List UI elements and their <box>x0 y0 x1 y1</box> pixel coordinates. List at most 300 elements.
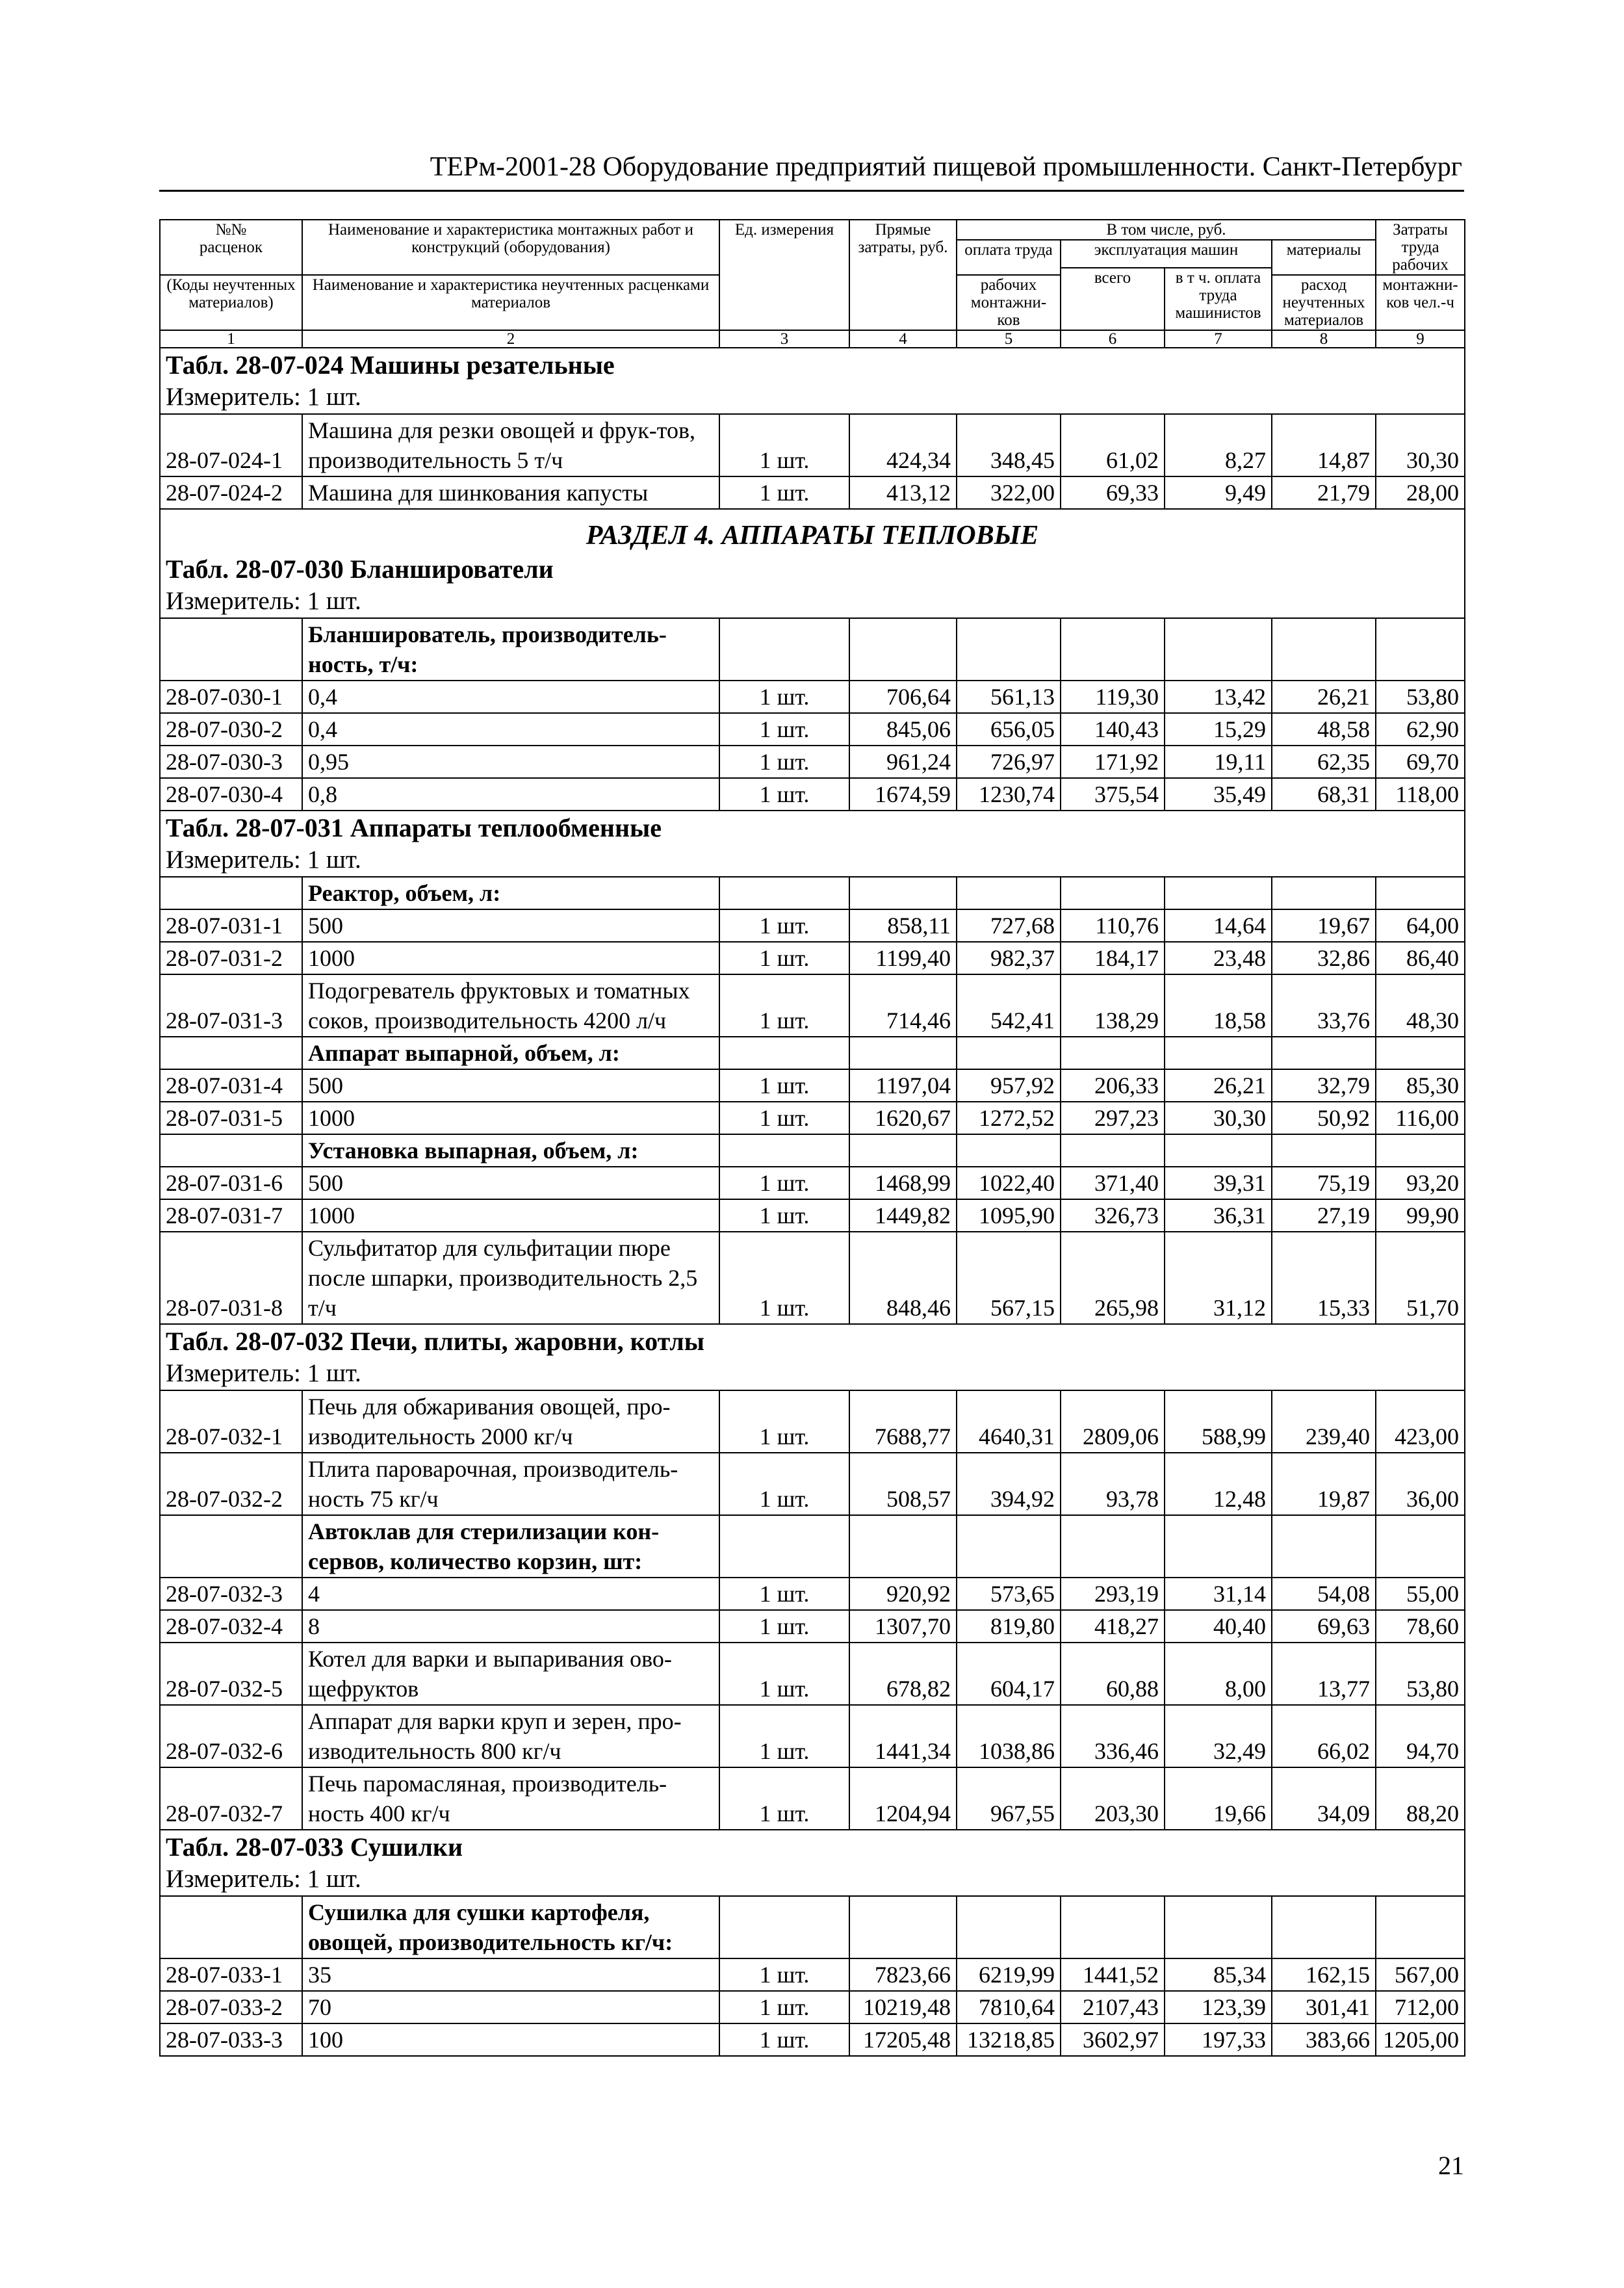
materials-cell: 33,76 <box>1272 974 1376 1037</box>
materials-cell: 19,87 <box>1272 1453 1376 1515</box>
name-cell: Машина для резки овощей и фрук-тов, производительность 5 т/ч <box>302 414 719 476</box>
table-row <box>160 942 1465 974</box>
operator-labor-cell: 19,66 <box>1165 1767 1272 1830</box>
machine-cost-cell: 110,76 <box>1061 909 1165 942</box>
labor-hours-cell: 64,00 <box>1376 909 1465 942</box>
group-row <box>160 877 1465 909</box>
table-section-024 <box>160 348 1465 414</box>
name-cell: Сульфитатор для сульфитации пюре после шпарки, производительность 2,5 т/ч <box>302 1232 719 1324</box>
direct-cost-cell: 508,57 <box>849 1453 957 1515</box>
code-cell: 28-07-031-3 <box>160 974 302 1037</box>
materials-cell: 32,86 <box>1272 942 1376 974</box>
code-cell: 28-07-031-7 <box>160 1199 302 1232</box>
direct-cost-cell: 7823,66 <box>849 1958 957 1991</box>
materials-cell: 14,87 <box>1272 414 1376 476</box>
labor-cost-cell: 957,92 <box>957 1069 1061 1102</box>
table-row <box>160 476 1465 509</box>
labor-hours-cell: 51,70 <box>1376 1232 1465 1324</box>
group-title: Аппарат выпарной, объем, л: <box>302 1037 719 1069</box>
machine-cost-cell: 326,73 <box>1061 1199 1165 1232</box>
code-cell: 28-07-031-4 <box>160 1069 302 1102</box>
unit-cell: 1 шт. <box>719 713 849 746</box>
direct-cost-cell: 1441,34 <box>849 1705 957 1767</box>
code-cell: 28-07-024-1 <box>160 414 302 476</box>
col-direct-header: Прямые затраты, руб. <box>849 220 957 330</box>
name-cell: Подогреватель фруктовых и томатных соков, производительность 4200 л/ч <box>302 974 719 1037</box>
operator-labor-cell: 40,40 <box>1165 1610 1272 1643</box>
materials-cell: 50,92 <box>1272 1102 1376 1134</box>
labor-hours-cell: 99,90 <box>1376 1199 1465 1232</box>
col-labor-header-sub: рабочих монтажни-ков <box>957 275 1061 330</box>
table-title: Табл. 28-07-031 Аппараты теплообменные <box>166 813 662 842</box>
table-row <box>160 1643 1465 1705</box>
unit-cell: 1 шт. <box>719 1232 849 1324</box>
materials-cell: 62,35 <box>1272 746 1376 778</box>
materials-cell: 27,19 <box>1272 1199 1376 1232</box>
direct-cost-cell: 714,46 <box>849 974 957 1037</box>
table-row <box>160 778 1465 811</box>
direct-cost-cell: 424,34 <box>849 414 957 476</box>
code-cell: 28-07-030-3 <box>160 746 302 778</box>
labor-hours-cell: 53,80 <box>1376 1643 1465 1705</box>
name-cell: 500 <box>302 1069 719 1102</box>
labor-hours-cell: 85,30 <box>1376 1069 1465 1102</box>
table-title: Табл. 28-07-033 Сушилки <box>166 1832 463 1862</box>
labor-hours-cell: 30,30 <box>1376 414 1465 476</box>
labor-cost-cell: 348,45 <box>957 414 1061 476</box>
table-row <box>160 746 1465 778</box>
materials-cell: 75,19 <box>1272 1167 1376 1199</box>
group-row <box>160 1037 1465 1069</box>
col-number: 4 <box>849 330 957 348</box>
operator-labor-cell: 15,29 <box>1165 713 1272 746</box>
materials-cell: 13,77 <box>1272 1643 1376 1705</box>
page-number: 21 <box>1438 2151 1464 2180</box>
machine-cost-cell: 119,30 <box>1061 681 1165 713</box>
unit-cell: 1 шт. <box>719 1643 849 1705</box>
machine-cost-cell: 293,19 <box>1061 1578 1165 1610</box>
labor-hours-cell: 53,80 <box>1376 681 1465 713</box>
col-number: 7 <box>1165 330 1272 348</box>
direct-cost-cell: 845,06 <box>849 713 957 746</box>
labor-cost-cell: 1095,90 <box>957 1199 1061 1232</box>
direct-cost-cell: 10219,48 <box>849 1991 957 2023</box>
machine-cost-cell: 138,29 <box>1061 974 1165 1037</box>
code-cell: 28-07-032-1 <box>160 1390 302 1453</box>
unit-cell: 1 шт. <box>719 414 849 476</box>
labor-cost-cell: 727,68 <box>957 909 1061 942</box>
operator-labor-cell: 8,27 <box>1165 414 1272 476</box>
direct-cost-cell: 1468,99 <box>849 1167 957 1199</box>
machine-cost-cell: 171,92 <box>1061 746 1165 778</box>
unit-cell: 1 шт. <box>719 1453 849 1515</box>
col-number: 8 <box>1272 330 1376 348</box>
group-row <box>160 1896 1465 1958</box>
direct-cost-cell: 1197,04 <box>849 1069 957 1102</box>
machine-cost-cell: 69,33 <box>1061 476 1165 509</box>
code-cell: 28-07-031-5 <box>160 1102 302 1134</box>
machine-cost-cell: 3602,97 <box>1061 2023 1165 2056</box>
labor-cost-cell: 726,97 <box>957 746 1061 778</box>
unit-cell: 1 шт. <box>719 681 849 713</box>
code-cell: 28-07-032-7 <box>160 1767 302 1830</box>
machine-cost-cell: 418,27 <box>1061 1610 1165 1643</box>
operator-labor-cell: 197,33 <box>1165 2023 1272 2056</box>
table-row <box>160 909 1465 942</box>
labor-cost-cell: 13218,85 <box>957 2023 1061 2056</box>
materials-cell: 15,33 <box>1272 1232 1376 1324</box>
labor-cost-cell: 982,37 <box>957 942 1061 974</box>
unit-cell: 1 шт. <box>719 1578 849 1610</box>
operator-labor-cell: 36,31 <box>1165 1199 1272 1232</box>
table-row <box>160 1705 1465 1767</box>
unit-cell: 1 шт. <box>719 1069 849 1102</box>
table-row <box>160 2023 1465 2056</box>
code-cell: 28-07-031-8 <box>160 1232 302 1324</box>
table-row <box>160 1102 1465 1134</box>
name-cell: 1000 <box>302 1199 719 1232</box>
name-cell: Печь для обжаривания овощей, про-изводительность 2000 кг/ч <box>302 1390 719 1453</box>
unit-cell: 1 шт. <box>719 778 849 811</box>
operator-labor-cell: 85,34 <box>1165 1958 1272 1991</box>
code-cell: 28-07-033-1 <box>160 1958 302 1991</box>
table-title: Табл. 28-07-030 Бланширователи <box>166 554 554 584</box>
operator-labor-cell: 18,58 <box>1165 974 1272 1037</box>
machine-cost-cell: 184,17 <box>1061 942 1165 974</box>
table-row <box>160 414 1465 476</box>
code-cell: 28-07-030-4 <box>160 778 302 811</box>
name-cell: 35 <box>302 1958 719 1991</box>
code-cell: 28-07-024-2 <box>160 476 302 509</box>
table-row <box>160 681 1465 713</box>
measure-label: Измеритель: 1 шт. <box>166 587 361 615</box>
unit-cell: 1 шт. <box>719 1390 849 1453</box>
direct-cost-cell: 1307,70 <box>849 1610 957 1643</box>
col-number: 5 <box>957 330 1061 348</box>
table-body <box>160 348 1465 2056</box>
table-header <box>160 220 1465 348</box>
group-title: Реактор, объем, л: <box>302 877 719 909</box>
code-cell: 28-07-032-4 <box>160 1610 302 1643</box>
unit-cell: 1 шт. <box>719 746 849 778</box>
table-row <box>160 1390 1465 1453</box>
machine-cost-cell: 1441,52 <box>1061 1958 1165 1991</box>
labor-hours-cell: 423,00 <box>1376 1390 1465 1453</box>
machine-cost-cell: 375,54 <box>1061 778 1165 811</box>
labor-hours-cell: 62,90 <box>1376 713 1465 746</box>
col-mach-total-header: всего <box>1061 268 1165 331</box>
materials-cell: 301,41 <box>1272 1991 1376 2023</box>
machine-cost-cell: 203,30 <box>1061 1767 1165 1830</box>
direct-cost-cell: 920,92 <box>849 1578 957 1610</box>
table-row <box>160 1767 1465 1830</box>
operator-labor-cell: 8,00 <box>1165 1643 1272 1705</box>
direct-cost-cell: 961,24 <box>849 746 957 778</box>
labor-hours-cell: 55,00 <box>1376 1578 1465 1610</box>
materials-cell: 162,15 <box>1272 1958 1376 1991</box>
name-cell: 500 <box>302 909 719 942</box>
table-row <box>160 1578 1465 1610</box>
labor-hours-cell: 93,20 <box>1376 1167 1465 1199</box>
materials-cell: 383,66 <box>1272 2023 1376 2056</box>
direct-cost-cell: 17205,48 <box>849 2023 957 2056</box>
operator-labor-cell: 31,12 <box>1165 1232 1272 1324</box>
materials-cell: 32,79 <box>1272 1069 1376 1102</box>
col-number: 2 <box>302 330 719 348</box>
labor-hours-cell: 78,60 <box>1376 1610 1465 1643</box>
measure-label: Измеритель: 1 шт. <box>166 383 361 411</box>
materials-cell: 239,40 <box>1272 1390 1376 1453</box>
direct-cost-cell: 706,64 <box>849 681 957 713</box>
operator-labor-cell: 26,21 <box>1165 1069 1272 1102</box>
labor-hours-cell: 88,20 <box>1376 1767 1465 1830</box>
labor-cost-cell: 4640,31 <box>957 1390 1061 1453</box>
machine-cost-cell: 140,43 <box>1061 713 1165 746</box>
materials-cell: 19,67 <box>1272 909 1376 942</box>
document-header-title: ТЕРм-2001-28 Оборудование предприятий пищевой промышленности. Санкт-Петербург <box>430 152 1462 182</box>
group-row <box>160 1515 1465 1578</box>
labor-hours-cell: 28,00 <box>1376 476 1465 509</box>
labor-cost-cell: 394,92 <box>957 1453 1061 1515</box>
unit-cell: 1 шт. <box>719 1167 849 1199</box>
labor-cost-cell: 542,41 <box>957 974 1061 1037</box>
col-mach-labor-header: в т ч. оплата труда машинистов <box>1165 268 1272 331</box>
col-name-header: Наименование и характеристика монтажных работ и конструкций (оборудования) <box>302 220 719 275</box>
labor-cost-cell: 656,05 <box>957 713 1061 746</box>
materials-cell: 48,58 <box>1272 713 1376 746</box>
materials-cell: 26,21 <box>1272 681 1376 713</box>
unit-cell: 1 шт. <box>719 1705 849 1767</box>
table-section-032 <box>160 1324 1465 1390</box>
unit-cell: 1 шт. <box>719 476 849 509</box>
col-hours-header-sub: монтажни-ков чел.-ч <box>1376 275 1465 330</box>
table-section-030 <box>160 509 1465 618</box>
col-materials-header-top: материалы <box>1272 240 1376 275</box>
operator-labor-cell: 30,30 <box>1165 1102 1272 1134</box>
machine-cost-cell: 371,40 <box>1061 1167 1165 1199</box>
operator-labor-cell: 31,14 <box>1165 1578 1272 1610</box>
name-cell: 0,95 <box>302 746 719 778</box>
table-section-031 <box>160 811 1465 877</box>
unit-cell: 1 шт. <box>719 1991 849 2023</box>
code-cell: 28-07-032-5 <box>160 1643 302 1705</box>
measure-label: Измеритель: 1 шт. <box>166 1865 361 1893</box>
direct-cost-cell: 678,82 <box>849 1643 957 1705</box>
table-row <box>160 1069 1465 1102</box>
table-title: Табл. 28-07-024 Машины резательные <box>166 350 615 380</box>
machine-cost-cell: 206,33 <box>1061 1069 1165 1102</box>
labor-hours-cell: 1205,00 <box>1376 2023 1465 2056</box>
table-row <box>160 1991 1465 2023</box>
table-row <box>160 974 1465 1037</box>
direct-cost-cell: 858,11 <box>849 909 957 942</box>
name-cell: Котел для варки и выпаривания ово-щефруктов <box>302 1643 719 1705</box>
unit-cell: 1 шт. <box>719 909 849 942</box>
section-title: РАЗДЕЛ 4. АППАРАТЫ ТЕПЛОВЫЕ <box>586 521 1039 551</box>
direct-cost-cell: 1199,40 <box>849 942 957 974</box>
labor-hours-cell: 712,00 <box>1376 1991 1465 2023</box>
labor-cost-cell: 6219,99 <box>957 1958 1061 1991</box>
machine-cost-cell: 2107,43 <box>1061 1991 1165 2023</box>
group-title: Автоклав для стерилизации кон-сервов, количество корзин, шт: <box>302 1515 719 1578</box>
table-row <box>160 1958 1465 1991</box>
materials-cell: 66,02 <box>1272 1705 1376 1767</box>
table-row <box>160 713 1465 746</box>
labor-cost-cell: 819,80 <box>957 1610 1061 1643</box>
code-cell: 28-07-032-2 <box>160 1453 302 1515</box>
direct-cost-cell: 1674,59 <box>849 778 957 811</box>
measure-label: Измеритель: 1 шт. <box>166 846 361 874</box>
labor-cost-cell: 567,15 <box>957 1232 1061 1324</box>
code-cell: 28-07-031-2 <box>160 942 302 974</box>
col-unit-header: Ед. измерения <box>719 220 849 330</box>
labor-cost-cell: 1038,86 <box>957 1705 1061 1767</box>
labor-hours-cell: 94,70 <box>1376 1705 1465 1767</box>
labor-cost-cell: 573,65 <box>957 1578 1061 1610</box>
unit-cell: 1 шт. <box>719 1199 849 1232</box>
code-cell: 28-07-032-3 <box>160 1578 302 1610</box>
operator-labor-cell: 588,99 <box>1165 1390 1272 1453</box>
materials-cell: 21,79 <box>1272 476 1376 509</box>
code-cell: 28-07-032-6 <box>160 1705 302 1767</box>
materials-cell: 54,08 <box>1272 1578 1376 1610</box>
name-cell: 4 <box>302 1578 719 1610</box>
col-code-header: №№ расценок <box>160 220 302 275</box>
name-cell: Машина для шинкования капусты <box>302 476 719 509</box>
machine-cost-cell: 297,23 <box>1061 1102 1165 1134</box>
direct-cost-cell: 413,12 <box>849 476 957 509</box>
name-cell: 500 <box>302 1167 719 1199</box>
unit-cell: 1 шт. <box>719 1958 849 1991</box>
table-title: Табл. 28-07-032 Печи, плиты, жаровни, котлы <box>166 1327 704 1356</box>
labor-cost-cell: 967,55 <box>957 1767 1061 1830</box>
col-number: 9 <box>1376 330 1465 348</box>
table-section-033 <box>160 1830 1465 1896</box>
labor-cost-cell: 1022,40 <box>957 1167 1061 1199</box>
operator-labor-cell: 14,64 <box>1165 909 1272 942</box>
name-cell: 70 <box>302 1991 719 2023</box>
col-materials-header-sub: расход неучтенных материалов <box>1272 275 1376 330</box>
group-row <box>160 618 1465 681</box>
operator-labor-cell: 12,48 <box>1165 1453 1272 1515</box>
code-cell: 28-07-031-6 <box>160 1167 302 1199</box>
table-row <box>160 1167 1465 1199</box>
col-number: 1 <box>160 330 302 348</box>
operator-labor-cell: 19,11 <box>1165 746 1272 778</box>
rates-table <box>159 219 1465 2057</box>
code-cell: 28-07-033-2 <box>160 1991 302 2023</box>
operator-labor-cell: 9,49 <box>1165 476 1272 509</box>
table-row <box>160 1232 1465 1324</box>
operator-labor-cell: 23,48 <box>1165 942 1272 974</box>
labor-hours-cell: 118,00 <box>1376 778 1465 811</box>
name-cell: 0,4 <box>302 713 719 746</box>
col-code-header-sub: (Коды неучтенных материалов) <box>160 275 302 330</box>
materials-cell: 69,63 <box>1272 1610 1376 1643</box>
machine-cost-cell: 60,88 <box>1061 1643 1165 1705</box>
group-row <box>160 1134 1465 1167</box>
direct-cost-cell: 1620,67 <box>849 1102 957 1134</box>
col-including-header: В том числе, руб. <box>957 220 1376 240</box>
group-title: Бланширователь, производитель-ность, т/ч: <box>302 618 719 681</box>
labor-hours-cell: 567,00 <box>1376 1958 1465 1991</box>
machine-cost-cell: 2809,06 <box>1061 1390 1165 1453</box>
code-cell: 28-07-033-3 <box>160 2023 302 2056</box>
col-number: 6 <box>1061 330 1165 348</box>
name-cell: 0,4 <box>302 681 719 713</box>
table-row <box>160 1453 1465 1515</box>
name-cell: 1000 <box>302 942 719 974</box>
col-hours-header-top: Затраты труда рабочих <box>1376 220 1465 275</box>
labor-hours-cell: 116,00 <box>1376 1102 1465 1134</box>
labor-cost-cell: 322,00 <box>957 476 1061 509</box>
name-cell: Аппарат для варки круп и зерен, про-изводительность 800 кг/ч <box>302 1705 719 1767</box>
labor-hours-cell: 69,70 <box>1376 746 1465 778</box>
unit-cell: 1 шт. <box>719 1610 849 1643</box>
direct-cost-cell: 1204,94 <box>849 1767 957 1830</box>
code-cell: 28-07-030-1 <box>160 681 302 713</box>
labor-cost-cell: 561,13 <box>957 681 1061 713</box>
name-cell: Плита пароварочная, производитель-ность 75 кг/ч <box>302 1453 719 1515</box>
labor-hours-cell: 86,40 <box>1376 942 1465 974</box>
machine-cost-cell: 265,98 <box>1061 1232 1165 1324</box>
table-row <box>160 1610 1465 1643</box>
labor-cost-cell: 604,17 <box>957 1643 1061 1705</box>
operator-labor-cell: 123,39 <box>1165 1991 1272 2023</box>
name-cell: 1000 <box>302 1102 719 1134</box>
labor-cost-cell: 7810,64 <box>957 1991 1061 2023</box>
code-cell: 28-07-030-2 <box>160 713 302 746</box>
labor-hours-cell: 36,00 <box>1376 1453 1465 1515</box>
column-numbers-row <box>160 330 1465 348</box>
labor-cost-cell: 1230,74 <box>957 778 1061 811</box>
unit-cell: 1 шт. <box>719 942 849 974</box>
machine-cost-cell: 93,78 <box>1061 1453 1165 1515</box>
materials-cell: 68,31 <box>1272 778 1376 811</box>
direct-cost-cell: 848,46 <box>849 1232 957 1324</box>
operator-labor-cell: 39,31 <box>1165 1167 1272 1199</box>
header-rule <box>159 190 1464 192</box>
name-cell: 0,8 <box>302 778 719 811</box>
name-cell: Печь паромасляная, производитель-ность 400 кг/ч <box>302 1767 719 1830</box>
operator-labor-cell: 13,42 <box>1165 681 1272 713</box>
unit-cell: 1 шт. <box>719 974 849 1037</box>
operator-labor-cell: 32,49 <box>1165 1705 1272 1767</box>
table-row <box>160 1199 1465 1232</box>
measure-label: Измеритель: 1 шт. <box>166 1359 361 1387</box>
name-cell: 8 <box>302 1610 719 1643</box>
materials-cell: 34,09 <box>1272 1767 1376 1830</box>
col-labor-header-top: оплата труда <box>957 240 1061 275</box>
labor-hours-cell: 48,30 <box>1376 974 1465 1037</box>
unit-cell: 1 шт. <box>719 2023 849 2056</box>
direct-cost-cell: 7688,77 <box>849 1390 957 1453</box>
direct-cost-cell: 1449,82 <box>849 1199 957 1232</box>
unit-cell: 1 шт. <box>719 1102 849 1134</box>
col-machines-header: эксплуатация машин <box>1061 240 1272 268</box>
col-name-header-sub: Наименование и характеристика неучтенных расценками материалов <box>302 275 719 330</box>
machine-cost-cell: 336,46 <box>1061 1705 1165 1767</box>
group-title: Установка выпарная, объем, л: <box>302 1134 719 1167</box>
labor-cost-cell: 1272,52 <box>957 1102 1061 1134</box>
unit-cell: 1 шт. <box>719 1767 849 1830</box>
operator-labor-cell: 35,49 <box>1165 778 1272 811</box>
name-cell: 100 <box>302 2023 719 2056</box>
code-cell: 28-07-031-1 <box>160 909 302 942</box>
col-number: 3 <box>719 330 849 348</box>
machine-cost-cell: 61,02 <box>1061 414 1165 476</box>
group-title: Сушилка для сушки картофеля, овощей, производительность кг/ч: <box>302 1896 719 1958</box>
